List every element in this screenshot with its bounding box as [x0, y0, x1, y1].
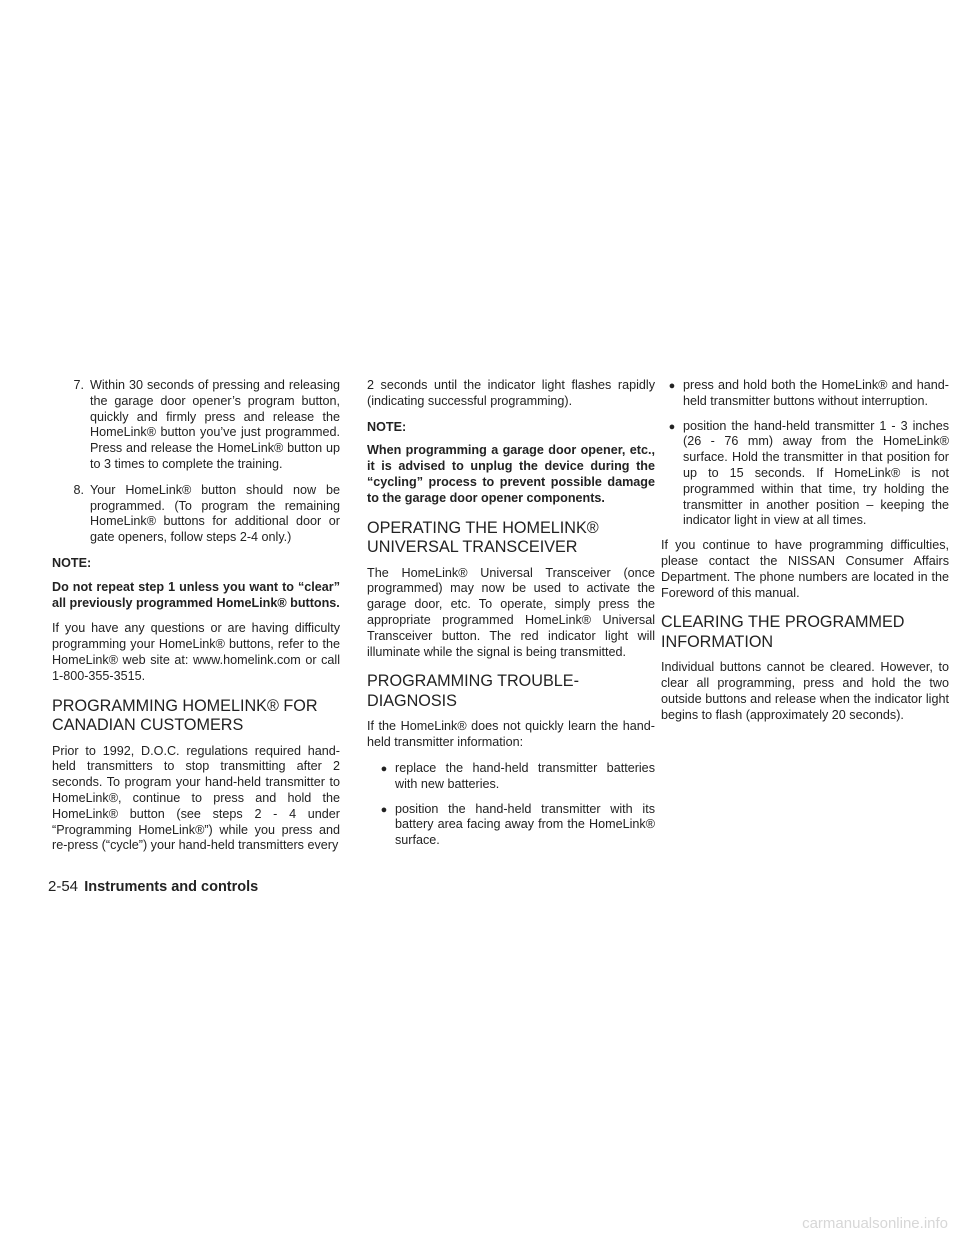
paragraph: Prior to 1992, D.O.C. regulations required hand-held transmitters to stop transmitting after 2 seconds. To program your hand-held transmitter to HomeLink®, continue to press and hold the HomeLink® button (see steps 2 - 4 under “Programming HomeLink®”) while you press and re-press (“cycle”) your hand-held transmitters every — [52, 743, 340, 853]
section-heading: PROGRAMMING TROUBLE-DIAGNOSIS — [367, 672, 579, 710]
section-title: Instruments and controls — [84, 879, 259, 895]
list-item-text: position the hand-held transmitter 1 - 3 inches (26 - 76 mm) away from the HomeLink® surface. Hold the transmitter in that position for up to 15 seconds. If HomeLink® is not programmed within that time, try holding the transmitter in another position – keeping the indicator light in view at all times. — [683, 418, 949, 528]
page-footer — [48, 878, 258, 895]
note-label: NOTE: — [367, 419, 407, 434]
list-item-text: press and hold both the HomeLink® and hand-held transmitter buttons without interruption. — [683, 378, 949, 408]
column-middle — [367, 378, 655, 858]
list-item — [661, 378, 949, 410]
bullet-icon: ● — [380, 762, 388, 775]
step-number: 8. — [73, 482, 84, 497]
step-text: Your HomeLink® button should now be programmed. (To program the remaining HomeLink® buttons for additional door or gate openers, follow steps 2-4 only.) — [90, 482, 340, 545]
section-heading: PROGRAMMING HOMELINK® FOR CANADIAN CUSTOMERS — [52, 696, 318, 735]
step-8 — [52, 483, 340, 546]
paragraph: If the HomeLink® does not quickly learn the hand-held transmitter information: — [367, 719, 655, 750]
step-number: 7. — [73, 378, 84, 392]
paragraph: If you continue to have programming difficulties, please contact the NISSAN Consumer Affairs Department. The phone numbers are located in the Foreword of this manual. — [661, 538, 949, 600]
watermark: carmanualsonline.info — [802, 1215, 948, 1232]
note-text: Do not repeat step 1 unless you want to “clear” all previously programmed HomeLink® buttons. — [52, 579, 340, 610]
paragraph: Individual buttons cannot be cleared. However, to clear all programming, press and hold the two outside buttons and release when the indicator light begins to flash (approximately 20 seconds). — [661, 660, 949, 722]
page-number: 2-54 — [48, 878, 79, 895]
paragraph: 2 seconds until the indicator light flashes rapidly (indicating successful programming). — [367, 378, 655, 408]
step-7 — [52, 378, 340, 473]
list-item — [367, 761, 655, 793]
paragraph: The HomeLink® Universal Transceiver (once programmed) may now be used to activate the garage door, etc. To operate, simply press the appropriate programmed HomeLink® Universal Transceiver button. The red indicator light will illuminate while the signal is being transmitted. — [367, 565, 655, 659]
list-item — [661, 419, 949, 530]
section-heading: OPERATING THE HOMELINK® UNIVERSAL TRANSCEIVER — [367, 518, 599, 557]
bullet-icon: ● — [668, 380, 676, 392]
list-item — [367, 802, 655, 849]
note-text: When programming a garage door opener, etc., it is advised to unplug the device during the “cycling” process to prevent possible damage to the garage door opener components. — [367, 443, 655, 505]
list-item-text: position the hand-held transmitter with its battery area facing away from the HomeLink® surface. — [395, 801, 655, 848]
bullet-icon: ● — [668, 420, 676, 433]
column-left — [52, 378, 340, 864]
step-text: Within 30 seconds of pressing and releasing the garage door opener’s program button, quickly and firmly press and release the HomeLink® button you’ve just programmed. Press and release the HomeLink® button up to 3 times to complete the training. — [90, 378, 340, 471]
list-item-text: replace the hand-held transmitter batteries with new batteries. — [395, 760, 655, 791]
column-right — [661, 378, 949, 734]
note-label: NOTE: — [52, 555, 92, 570]
bullet-icon: ● — [380, 803, 388, 816]
section-heading: CLEARING THE PROGRAMMED INFORMATION — [661, 613, 905, 651]
paragraph: If you have any questions or are having difficulty programming your HomeLink® buttons, refer to the HomeLink® web site at: www.homelink.com or call 1-800-355-3515. — [52, 621, 340, 683]
